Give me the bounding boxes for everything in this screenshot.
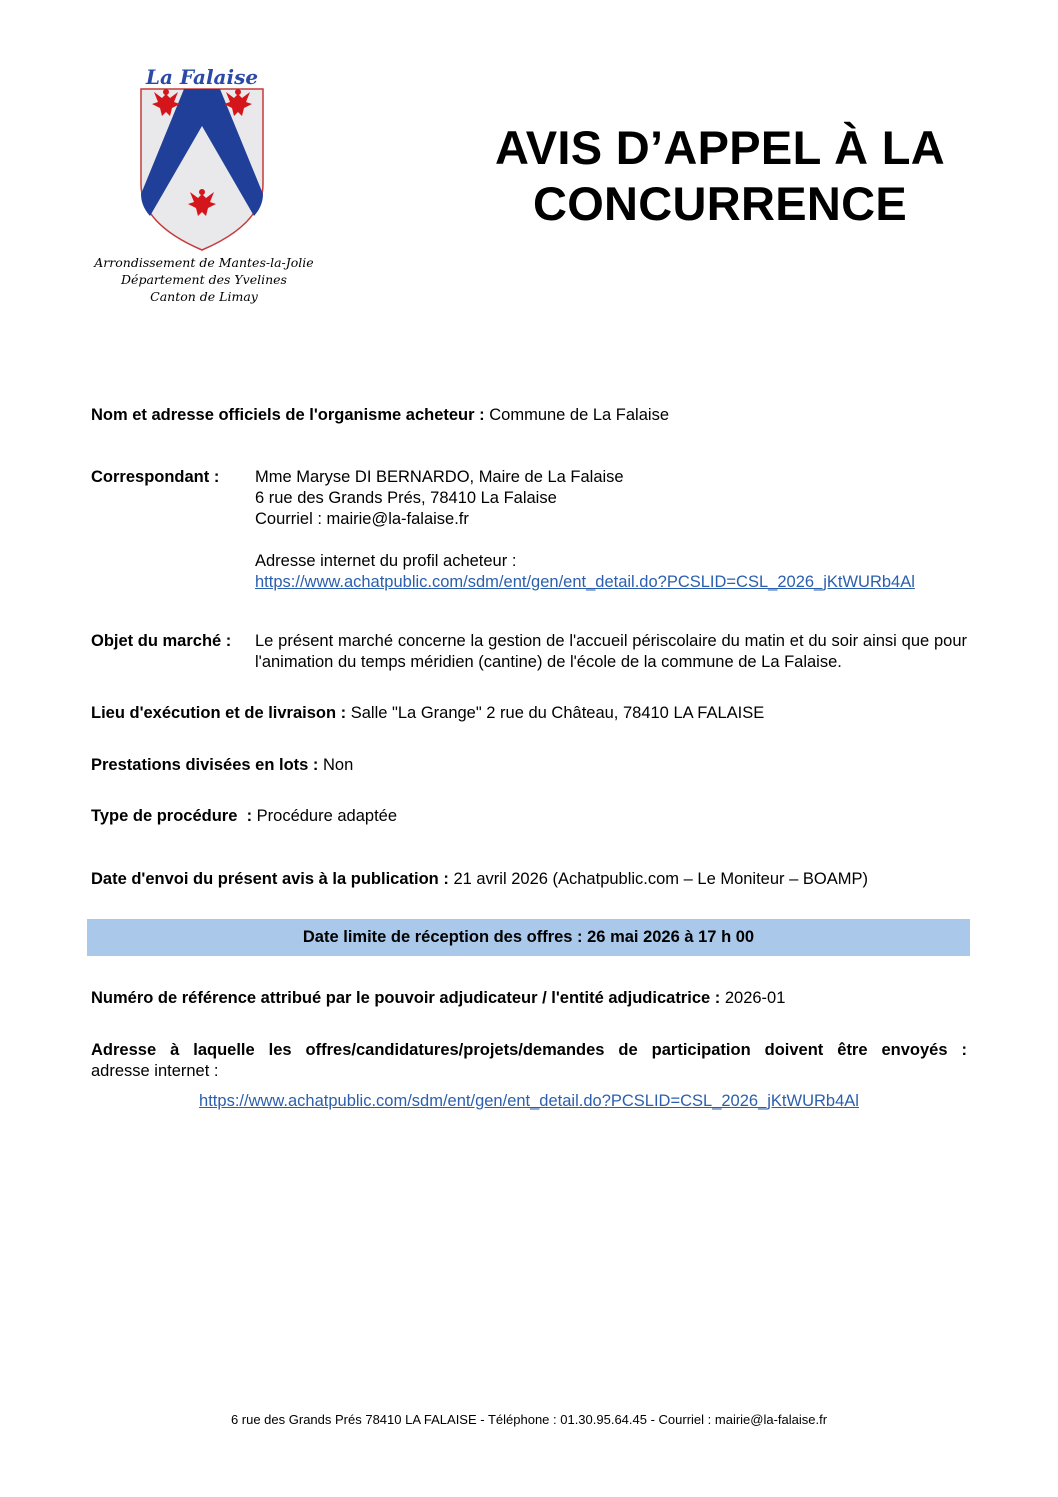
objet-label: Objet du marché : [91, 632, 232, 650]
envoi-value: 21 avril 2026 (Achatpublic.com – Le Moniteur – BOAMP) [453, 870, 868, 888]
adresse-offres-block [91, 1040, 967, 1082]
lieu-value: Salle "La Grange" 2 rue du Château, 78410 LA FALAISE [350, 704, 765, 722]
correspondant-address: 6 rue des Grands Prés, 78410 La Falaise [255, 489, 557, 507]
envoi-row [91, 869, 868, 890]
lieu-label: Lieu d'exécution et de livraison : [91, 704, 347, 722]
logo-text: La Falaise [145, 65, 259, 89]
correspondant-name: Mme Maryse DI BERNARDO, Maire de La Falaise [255, 468, 624, 486]
reference-value: 2026-01 [724, 989, 786, 1007]
logo [98, 64, 310, 252]
correspondant-email: Courriel : mairie@la-falaise.fr [255, 510, 469, 528]
procedure-label: Type de procédure : [91, 807, 253, 825]
title-line-1: AVIS D’APPEL À LA [495, 121, 945, 174]
coat-of-arms-icon [136, 64, 268, 252]
buyer-value: Commune de La Falaise [489, 406, 669, 424]
procedure-row [91, 806, 397, 827]
adresse-offres-value: adresse internet : [91, 1062, 219, 1080]
page-title [440, 120, 1000, 232]
procedure-value: Procédure adaptée [256, 807, 398, 825]
adresse-offres-link[interactable]: https://www.achatpublic.com/sdm/ent/gen/ent_detail.do?PCSLID=CSL_2026_jKtWURb4Al [199, 1092, 859, 1110]
objet-value: Le présent marché concerne la gestion de l'accueil périscolaire du matin et du soir ainsi que pour l'animation du temps méridien (cantine) de l'école de la commune de La Falaise. [255, 632, 967, 671]
adresse-offres-label: Adresse à laquelle les offres/candidatures/projets/demandes de participation doivent être envoyés : [91, 1041, 967, 1059]
correspondant-block [255, 467, 915, 593]
arrondissement-line: Arrondissement de Mantes-la-Jolie [94, 255, 314, 270]
reference-row [91, 988, 785, 1009]
reference-label: Numéro de référence attribué par le pouvoir adjudicateur / l'entité adjudicatrice : [91, 989, 721, 1007]
canton-line: Canton de Limay [150, 289, 258, 304]
profile-label: Adresse internet du profil acheteur : [255, 552, 517, 570]
deadline-banner [87, 919, 970, 956]
lieu-row [91, 703, 764, 724]
departement-line: Département des Yvelines [121, 272, 287, 287]
lots-label: Prestations divisées en lots : [91, 756, 319, 774]
buyer-row [91, 405, 669, 426]
deadline-text: Date limite de réception des offres : 26 mai 2026 à 17 h 00 [302, 928, 755, 946]
envoi-label: Date d'envoi du présent avis à la publication : [91, 870, 449, 888]
correspondant-label: Correspondant : [91, 468, 220, 486]
buyer-label: Nom et adresse officiels de l'organisme acheteur : [91, 406, 485, 424]
lots-row [91, 755, 353, 776]
lots-value: Non [323, 756, 354, 774]
profile-link[interactable]: https://www.achatpublic.com/sdm/ent/gen/ent_detail.do?PCSLID=CSL_2026_jKtWURb4Al [255, 573, 915, 591]
adresse-offres-link-row [0, 1091, 1058, 1112]
title-line-2: CONCURRENCE [532, 177, 908, 230]
footer: 6 rue des Grands Prés 78410 LA FALAISE - Téléphone : 01.30.95.64.45 - Courriel : mairie@la-falaise.fr [230, 1412, 828, 1427]
arrondissement-info [90, 254, 318, 305]
